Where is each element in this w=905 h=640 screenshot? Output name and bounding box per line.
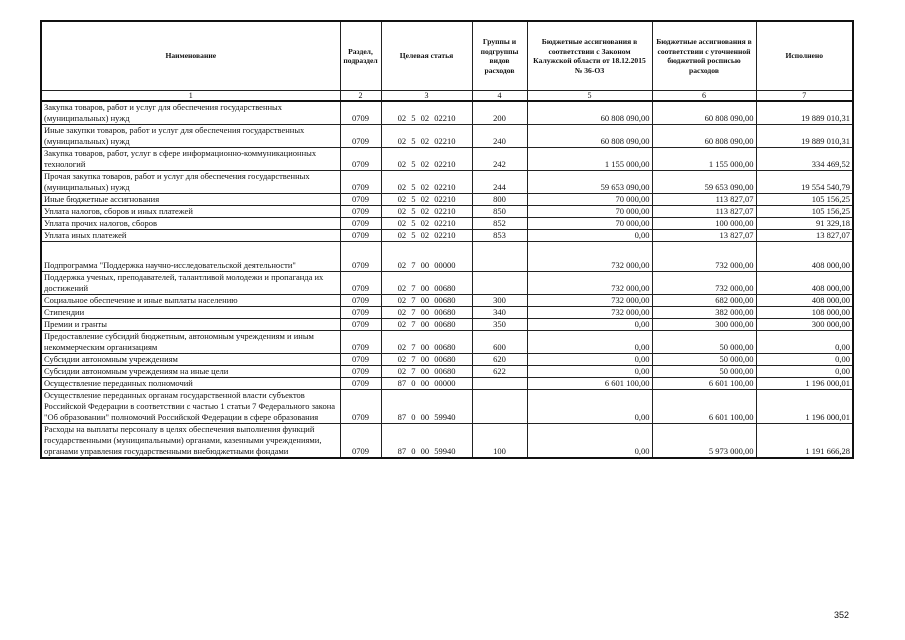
cell-refined-allocation: 60 808 090,00 <box>652 101 756 125</box>
cell-refined-allocation: 13 827,07 <box>652 230 756 242</box>
cell-executed: 1 191 666,28 <box>756 424 853 459</box>
cell-section: 0709 <box>340 295 381 307</box>
table-row <box>41 424 853 459</box>
cell-executed: 1 196 000,01 <box>756 378 853 390</box>
column-number: 4 <box>472 91 527 102</box>
table-row <box>41 101 853 125</box>
cell-target-article: 02 7 00 00680 <box>381 319 472 331</box>
cell-section: 0709 <box>340 242 381 272</box>
table-row <box>41 272 853 295</box>
cell-law-allocation: 60 808 090,00 <box>527 101 652 125</box>
cell-name: Осуществление переданных полномочий <box>41 378 340 390</box>
cell-section: 0709 <box>340 125 381 148</box>
cell-law-allocation: 732 000,00 <box>527 242 652 272</box>
cell-expense-group: 350 <box>472 319 527 331</box>
cell-law-allocation: 732 000,00 <box>527 295 652 307</box>
column-number: 3 <box>381 91 472 102</box>
cell-expense-group <box>472 378 527 390</box>
cell-section: 0709 <box>340 319 381 331</box>
column-number: 1 <box>41 91 340 102</box>
cell-executed: 1 196 000,01 <box>756 390 853 424</box>
table-row <box>41 148 853 171</box>
header-executed: Исполнено <box>756 21 853 91</box>
cell-executed: 105 156,25 <box>756 206 853 218</box>
cell-name: Предоставление субсидий бюджетным, автономным учреждениям и иным некоммерческим организациям <box>41 331 340 354</box>
cell-law-allocation: 0,00 <box>527 230 652 242</box>
cell-name: Уплата налогов, сборов и иных платежей <box>41 206 340 218</box>
budget-report-page <box>40 20 852 459</box>
table-row <box>41 125 853 148</box>
cell-executed: 408 000,00 <box>756 242 853 272</box>
cell-section: 0709 <box>340 390 381 424</box>
cell-expense-group: 620 <box>472 354 527 366</box>
cell-executed: 19 889 010,31 <box>756 101 853 125</box>
cell-expense-group <box>472 390 527 424</box>
cell-executed: 0,00 <box>756 354 853 366</box>
cell-name: Субсидии автономным учреждениям <box>41 354 340 366</box>
cell-target-article: 02 7 00 00680 <box>381 295 472 307</box>
header-expense-group: Группы и подгруппы видов расходов <box>472 21 527 91</box>
cell-expense-group: 850 <box>472 206 527 218</box>
cell-expense-group: 852 <box>472 218 527 230</box>
cell-refined-allocation: 113 827,07 <box>652 194 756 206</box>
cell-section: 0709 <box>340 424 381 459</box>
page-number: 352 <box>833 610 849 620</box>
cell-target-article: 02 7 00 00680 <box>381 307 472 319</box>
cell-executed: 108 000,00 <box>756 307 853 319</box>
cell-law-allocation: 59 653 090,00 <box>527 171 652 194</box>
cell-name: Иные закупки товаров, работ и услуг для обеспечения государственных (муниципальных) нужд <box>41 125 340 148</box>
cell-executed: 334 469,52 <box>756 148 853 171</box>
cell-target-article: 02 5 02 02210 <box>381 101 472 125</box>
cell-expense-group <box>472 242 527 272</box>
cell-target-article: 87 0 00 59940 <box>381 390 472 424</box>
cell-refined-allocation: 1 155 000,00 <box>652 148 756 171</box>
cell-expense-group: 622 <box>472 366 527 378</box>
cell-expense-group: 240 <box>472 125 527 148</box>
cell-target-article: 02 5 02 02210 <box>381 206 472 218</box>
cell-refined-allocation: 732 000,00 <box>652 272 756 295</box>
cell-name: Закупка товаров, работ, услуг в сфере информационно-коммуникационных технологий <box>41 148 340 171</box>
cell-section: 0709 <box>340 101 381 125</box>
cell-name: Социальное обеспечение и иные выплаты населению <box>41 295 340 307</box>
cell-executed: 19 554 540,79 <box>756 171 853 194</box>
table-row <box>41 194 853 206</box>
table-row <box>41 218 853 230</box>
cell-law-allocation: 0,00 <box>527 366 652 378</box>
cell-name: Закупка товаров, работ и услуг для обеспечения государственных (муниципальных) нужд <box>41 101 340 125</box>
cell-target-article: 02 7 00 00680 <box>381 272 472 295</box>
cell-section: 0709 <box>340 366 381 378</box>
cell-refined-allocation: 100 000,00 <box>652 218 756 230</box>
cell-law-allocation: 0,00 <box>527 424 652 459</box>
table-row <box>41 331 853 354</box>
cell-refined-allocation: 50 000,00 <box>652 354 756 366</box>
cell-refined-allocation: 50 000,00 <box>652 366 756 378</box>
cell-expense-group: 200 <box>472 101 527 125</box>
cell-refined-allocation: 382 000,00 <box>652 307 756 319</box>
cell-refined-allocation: 300 000,00 <box>652 319 756 331</box>
cell-expense-group: 800 <box>472 194 527 206</box>
cell-section: 0709 <box>340 148 381 171</box>
cell-target-article: 02 5 02 02210 <box>381 230 472 242</box>
cell-target-article: 02 7 00 00680 <box>381 331 472 354</box>
cell-law-allocation: 0,00 <box>527 354 652 366</box>
table-row <box>41 307 853 319</box>
cell-executed: 300 000,00 <box>756 319 853 331</box>
cell-expense-group: 340 <box>472 307 527 319</box>
table-row <box>41 206 853 218</box>
table-row <box>41 378 853 390</box>
cell-refined-allocation: 6 601 100,00 <box>652 378 756 390</box>
table-row <box>41 230 853 242</box>
header-name: Наименование <box>41 21 340 91</box>
cell-section: 0709 <box>340 206 381 218</box>
header-target-article: Целевая статья <box>381 21 472 91</box>
cell-name: Подпрограмма "Поддержка научно-исследовательской деятельности" <box>41 242 340 272</box>
table-row <box>41 366 853 378</box>
cell-name: Расходы на выплаты персоналу в целях обеспечения выполнения функций государственными (муниципальными) органами, казенными учреждениями, органами управления государственными внебюджетными фондами <box>41 424 340 459</box>
cell-expense-group <box>472 272 527 295</box>
cell-name: Стипендии <box>41 307 340 319</box>
cell-law-allocation: 0,00 <box>527 390 652 424</box>
cell-target-article: 02 5 02 02210 <box>381 218 472 230</box>
cell-name: Уплата иных платежей <box>41 230 340 242</box>
column-number: 6 <box>652 91 756 102</box>
cell-refined-allocation: 60 808 090,00 <box>652 125 756 148</box>
cell-target-article: 87 0 00 59940 <box>381 424 472 459</box>
cell-section: 0709 <box>340 307 381 319</box>
table-row <box>41 354 853 366</box>
cell-section: 0709 <box>340 171 381 194</box>
table-row <box>41 319 853 331</box>
cell-target-article: 02 5 02 02210 <box>381 194 472 206</box>
cell-refined-allocation: 732 000,00 <box>652 242 756 272</box>
cell-refined-allocation: 5 973 000,00 <box>652 424 756 459</box>
cell-section: 0709 <box>340 272 381 295</box>
cell-expense-group: 100 <box>472 424 527 459</box>
table-row <box>41 390 853 424</box>
cell-section: 0709 <box>340 354 381 366</box>
column-number-row <box>41 91 853 102</box>
table-row <box>41 171 853 194</box>
cell-expense-group: 242 <box>472 148 527 171</box>
cell-section: 0709 <box>340 331 381 354</box>
column-number: 5 <box>527 91 652 102</box>
cell-law-allocation: 70 000,00 <box>527 206 652 218</box>
cell-executed: 408 000,00 <box>756 295 853 307</box>
cell-name: Субсидии автономным учреждениям на иные цели <box>41 366 340 378</box>
cell-expense-group: 244 <box>472 171 527 194</box>
cell-executed: 13 827,07 <box>756 230 853 242</box>
cell-law-allocation: 60 808 090,00 <box>527 125 652 148</box>
cell-law-allocation: 70 000,00 <box>527 218 652 230</box>
cell-expense-group: 600 <box>472 331 527 354</box>
cell-law-allocation: 70 000,00 <box>527 194 652 206</box>
cell-target-article: 02 7 00 00000 <box>381 242 472 272</box>
cell-target-article: 02 5 02 02210 <box>381 125 472 148</box>
cell-name: Иные бюджетные ассигнования <box>41 194 340 206</box>
cell-target-article: 02 7 00 00680 <box>381 354 472 366</box>
cell-name: Уплата прочих налогов, сборов <box>41 218 340 230</box>
cell-executed: 0,00 <box>756 366 853 378</box>
cell-law-allocation: 732 000,00 <box>527 307 652 319</box>
column-number: 2 <box>340 91 381 102</box>
cell-refined-allocation: 6 601 100,00 <box>652 390 756 424</box>
cell-target-article: 02 5 02 02210 <box>381 171 472 194</box>
cell-name: Прочая закупка товаров, работ и услуг для обеспечения государственных (муниципальных) нужд <box>41 171 340 194</box>
cell-section: 0709 <box>340 230 381 242</box>
budget-table <box>40 20 854 459</box>
cell-executed: 105 156,25 <box>756 194 853 206</box>
table-row <box>41 242 853 272</box>
header-row <box>41 21 853 91</box>
cell-refined-allocation: 113 827,07 <box>652 206 756 218</box>
column-number: 7 <box>756 91 853 102</box>
cell-target-article: 02 7 00 00680 <box>381 366 472 378</box>
header-refined-allocations: Бюджетные ассигнования в соответствии с уточненной бюджетной росписью расходов <box>652 21 756 91</box>
cell-refined-allocation: 50 000,00 <box>652 331 756 354</box>
table-row <box>41 295 853 307</box>
budget-table-body <box>41 101 853 458</box>
cell-name: Премии и гранты <box>41 319 340 331</box>
cell-expense-group: 853 <box>472 230 527 242</box>
cell-target-article: 87 0 00 00000 <box>381 378 472 390</box>
cell-name: Осуществление переданных органам государственной власти субъектов Российской Федерации в соответствии с частью 1 статьи 7 Федерального закона "Об образовании" полномочий Российской Федерации в сфере образования <box>41 390 340 424</box>
cell-expense-group: 300 <box>472 295 527 307</box>
cell-refined-allocation: 682 000,00 <box>652 295 756 307</box>
cell-name: Поддержка ученых, преподавателей, талантливой молодежи и пропаганда их достижений <box>41 272 340 295</box>
header-law-allocations: Бюджетные ассигнования в соответствии с Законом Калужской области от 18.12.2015 № 36-ОЗ <box>527 21 652 91</box>
header-section: Раздел, подраздел <box>340 21 381 91</box>
cell-executed: 91 329,18 <box>756 218 853 230</box>
cell-section: 0709 <box>340 378 381 390</box>
cell-law-allocation: 6 601 100,00 <box>527 378 652 390</box>
cell-law-allocation: 732 000,00 <box>527 272 652 295</box>
cell-section: 0709 <box>340 218 381 230</box>
cell-law-allocation: 1 155 000,00 <box>527 148 652 171</box>
cell-executed: 19 889 010,31 <box>756 125 853 148</box>
cell-law-allocation: 0,00 <box>527 331 652 354</box>
cell-target-article: 02 5 02 02210 <box>381 148 472 171</box>
cell-refined-allocation: 59 653 090,00 <box>652 171 756 194</box>
cell-executed: 408 000,00 <box>756 272 853 295</box>
cell-executed: 0,00 <box>756 331 853 354</box>
cell-section: 0709 <box>340 194 381 206</box>
cell-law-allocation: 0,00 <box>527 319 652 331</box>
